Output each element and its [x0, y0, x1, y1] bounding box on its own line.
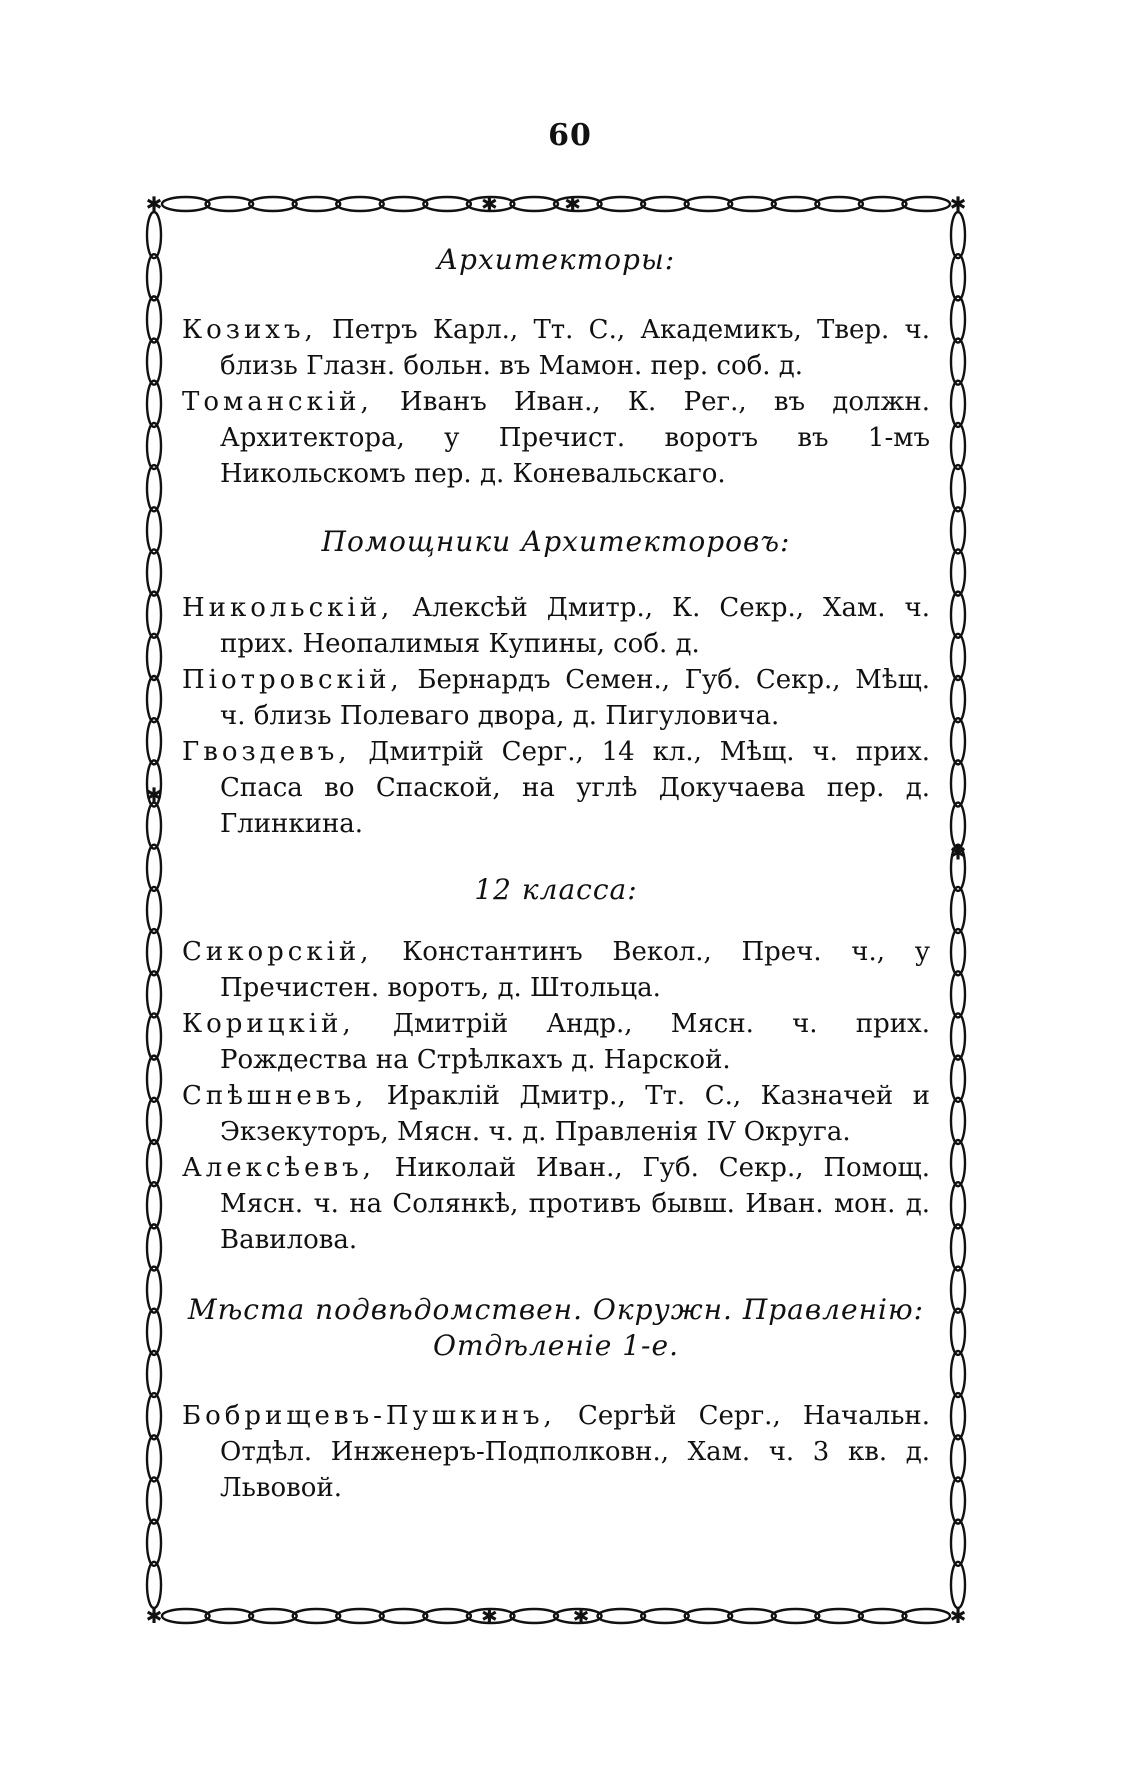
entry-gvozdev: [182, 734, 930, 842]
entry-surname: Сикорскій,: [182, 937, 373, 967]
svg-text:✱: ✱: [145, 1604, 163, 1628]
entry-nikolskiy: [182, 590, 930, 662]
entry-text: Николай Иван., Губ. Секр., Помощ. Мясн. ч. на Солянкѣ, противъ бывш. Иван. мон. д. Вавилова.: [220, 1153, 930, 1255]
svg-text:✱: ✱: [949, 840, 967, 865]
entry-sikorskiy: [182, 934, 930, 1006]
entry-tomanskiy: [182, 384, 930, 492]
entry-surname: Козихъ,: [182, 315, 317, 345]
entry-bobrishchev-pushkin: [182, 1398, 930, 1506]
svg-text:✱: ✱: [145, 192, 163, 216]
section-heading-architects: Архитекторы:: [436, 243, 676, 276]
entry-surname: Корицкій,: [182, 1009, 355, 1039]
entry-surname: Алексѣевъ,: [182, 1153, 375, 1183]
svg-text:✱: ✱: [949, 192, 967, 216]
svg-text:✱: ✱: [949, 1604, 967, 1628]
section-subheading-department: Отдѣленіе 1-е.: [433, 1329, 679, 1362]
entry-text: Дмитрій Андр., Мясн. ч. прих. Рождества на Стрѣлкахъ д. Нарской.: [220, 1009, 930, 1075]
section-heading-12-class: 12 класса:: [474, 873, 638, 906]
entry-text: Алексѣй Дмитр., К. Секр., Хам. ч. прих. Неопалимыя Купины, соб. д.: [220, 593, 930, 659]
entry-surname: Томанскій,: [182, 387, 373, 417]
page-number: 60: [548, 118, 592, 153]
entry-speshnev: [182, 1078, 930, 1150]
entry-text: Константинъ Векол., Преч. ч., у Пречистен. воротъ, д. Штольца.: [220, 937, 931, 1003]
entry-text: Иванъ Иван., К. Рег., въ должн. Архитектора, у Пречист. воротъ въ 1-мъ Никольскомъ пер. д. Коневальскаго.: [220, 387, 931, 489]
svg-text:✱: ✱: [145, 782, 163, 807]
svg-text:✱: ✱: [481, 192, 498, 216]
entry-alekseev: [182, 1150, 930, 1258]
section-heading-places: Мѣста подвѣдомствен. Окружн. Правленію:: [187, 1293, 925, 1326]
entry-text: Сергѣй Серг., Начальн. Отдѣл. Инженеръ-Подполковн., Хам. ч. 3 кв. д. Львовой.: [220, 1401, 930, 1503]
svg-text:✱: ✱: [481, 1604, 498, 1628]
ornamental-frame: [140, 190, 972, 1630]
page-content: [182, 242, 930, 1506]
entry-kozikh: [182, 312, 930, 384]
entry-text: Ираклій Дмитр., Тт. С., Казначей и Экзекуторъ, Мясн. ч. д. Правленія IV Округа.: [220, 1081, 930, 1147]
entry-surname: Спѣшневъ,: [182, 1081, 368, 1111]
entry-piotrovskiy: [182, 662, 930, 734]
section-heading-assistants: Помощники Архитекторовъ:: [321, 525, 791, 558]
entry-text: Дмитрій Серг., 14 кл., Мѣщ. ч. прих. Спаса во Спаской, на углѣ Докучаева пер. д. Глинкина.: [220, 737, 930, 839]
entry-surname: Никольскій,: [182, 593, 394, 623]
svg-text:✱: ✱: [564, 192, 582, 216]
svg-text:✱: ✱: [572, 1604, 590, 1628]
entry-surname: Піотровскій,: [182, 665, 403, 695]
entry-surname: Гвоздевъ,: [182, 737, 351, 767]
entry-text: Бернардъ Семен., Губ. Секр., Мѣщ. ч. близь Полеваго двора, д. Пигуловича.: [220, 665, 931, 731]
entry-text: Петръ Карл., Тт. С., Академикъ, Твер. ч. близь Глазн. больн. въ Мамон. пер. соб. д.: [220, 315, 930, 381]
entry-koritskiy: [182, 1006, 930, 1078]
entry-surname: Бобрищевъ-Пушкинъ,: [182, 1401, 556, 1431]
